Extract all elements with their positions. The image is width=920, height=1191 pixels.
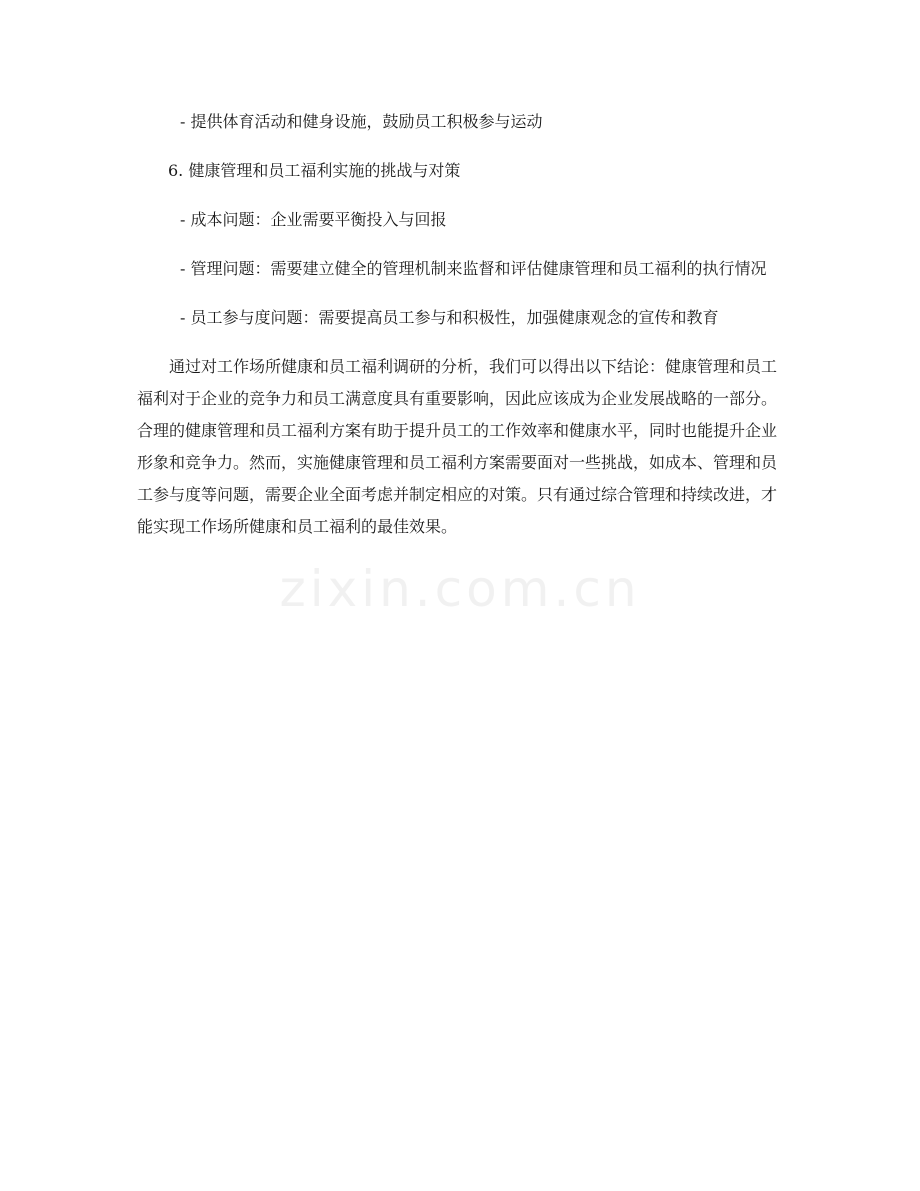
list-item-cost-issue: - 成本问题：企业需要平衡投入与回报 (180, 210, 447, 229)
list-item-sports-facilities: - 提供体育活动和健身设施，鼓励员工积极参与运动 (180, 112, 543, 131)
conclusion-paragraph: 通过对工作场所健康和员工福利调研的分析，我们可以得出以下结论：健康管理和员工福利对于企业的竞争力和员工满意度具有重要影响，因此应该成为企业发展战略的一部分。合理的健康管理和员工福利方案有助于提升员工的工作效率和健康水平，同时也能提升企业形象和竞争力。然而，实施健康管理和员工福利方案需要面对一些挑战，如成本、管理和员工参与度等问题，需要企业全面考虑并制定相应的对策。只有通过综合管理和持续改进，才能实现工作场所健康和员工福利的最佳效果。 (137, 357, 778, 536)
section-heading: 6. 健康管理和员工福利实施的挑战与对策 (168, 161, 461, 180)
document-body (137, 106, 785, 543)
list-item-management-issue: - 管理问题：需要建立健全的管理机制来监督和评估健康管理和员工福利的执行情况 (180, 259, 767, 278)
watermark: zixin.com.cn (279, 560, 641, 618)
list-item-participation-issue: - 员工参与度问题：需要提高员工参与和积极性，加强健康观念的宣传和教育 (180, 308, 719, 327)
